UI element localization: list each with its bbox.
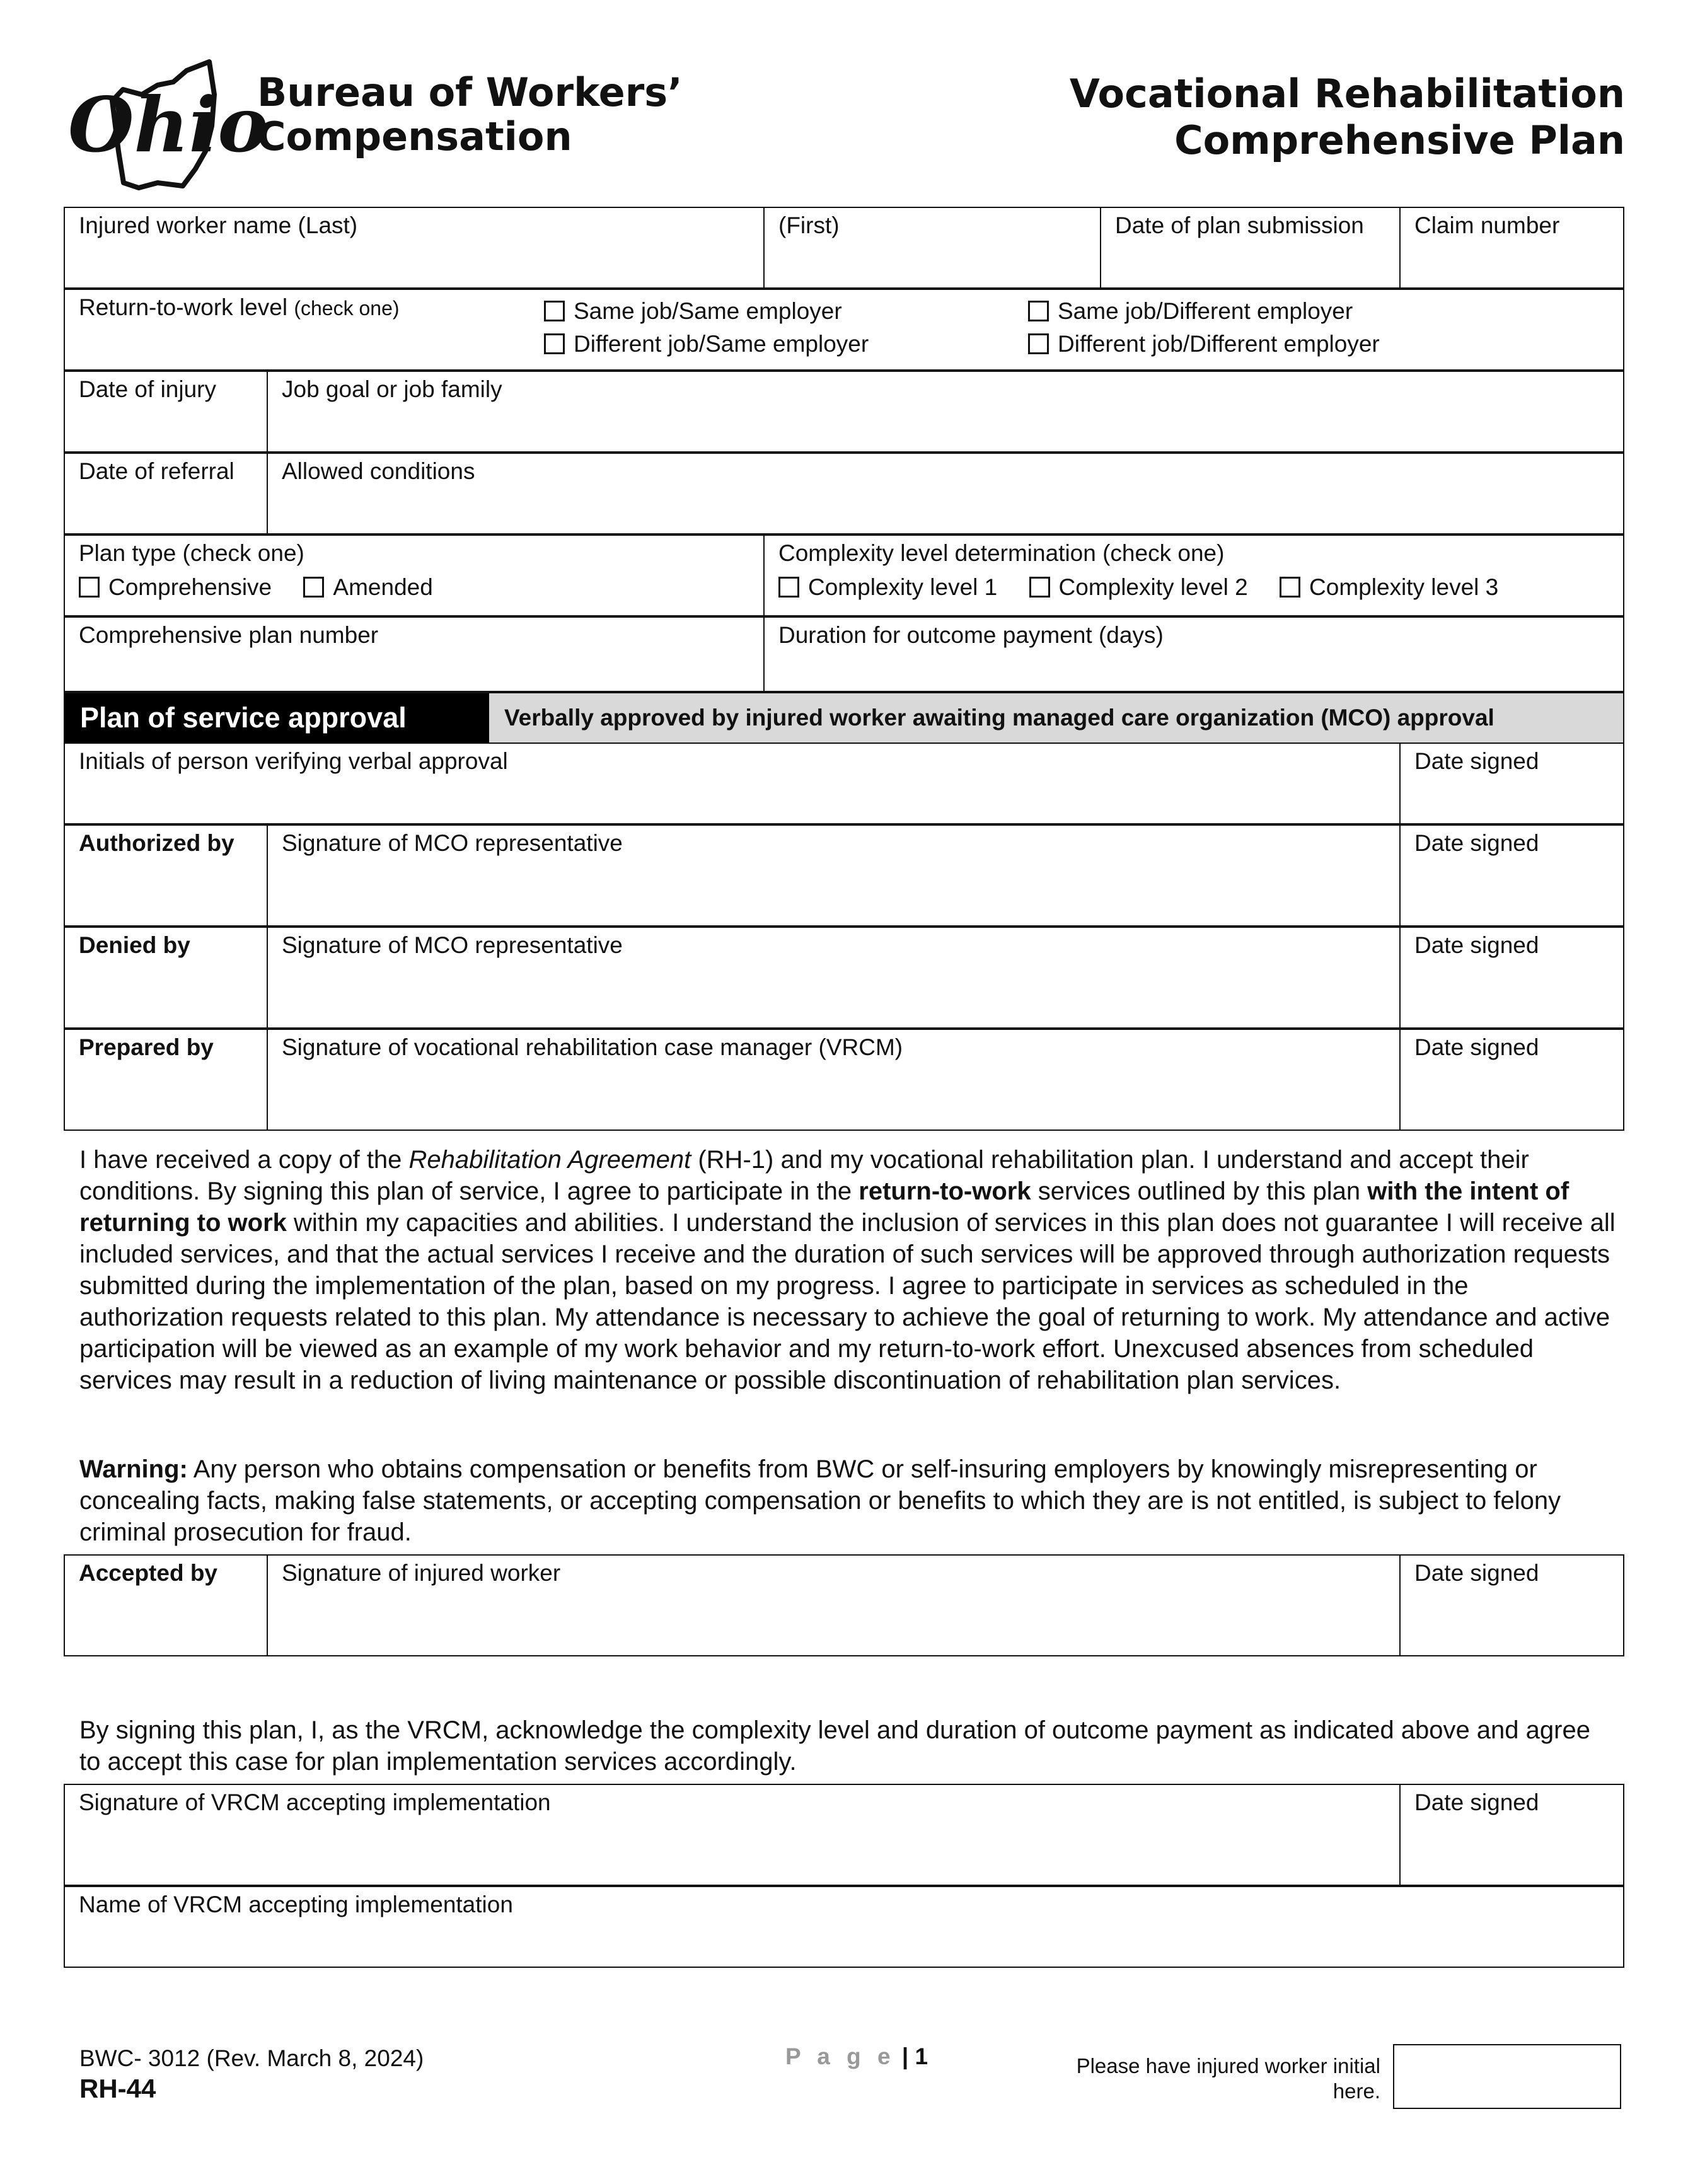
vrcm-accept-name-row bbox=[64, 1886, 1624, 1968]
checkbox-icon[interactable] bbox=[1029, 577, 1050, 598]
plan-number-row bbox=[64, 616, 1624, 692]
date-signed-field[interactable]: Date signed bbox=[1399, 1785, 1623, 1885]
date-of-referral-field[interactable]: Date of referral bbox=[79, 458, 234, 484]
authorized-by-label: Authorized by bbox=[79, 829, 234, 856]
plan-type-label: Plan type (check one) bbox=[79, 540, 304, 566]
complexity-level-2[interactable]: Complexity level 2 bbox=[1029, 574, 1248, 601]
vrcm-signature-field[interactable]: Signature of vocational rehabilitation case manager (VRCM) bbox=[267, 1030, 1399, 1130]
mco-denied-signature-field[interactable]: Signature of MCO representative bbox=[267, 928, 1399, 1027]
warning-paragraph: Warning: Any person who obtains compensation or benefits from BWC or self-insuring employers by knowingly misrepresenting or concealing facts, making false statements, or accepting compensation or benefits to which they are is not entitled, is subject to felony criminal prosecution for fraud. bbox=[79, 1455, 1561, 1546]
denied-by-row bbox=[64, 927, 1624, 1029]
checkbox-icon[interactable] bbox=[544, 301, 565, 321]
complexity-cell bbox=[763, 536, 1623, 615]
denied-by-label: Denied by bbox=[79, 932, 190, 958]
complexity-level-3[interactable]: Complexity level 3 bbox=[1280, 574, 1498, 601]
worker-last-name-field[interactable]: Injured worker name (Last) bbox=[79, 212, 358, 238]
rtw-option-same-job-different-employer[interactable]: Same job/Different employer bbox=[1028, 298, 1353, 325]
vrcm-accept-signature-row bbox=[64, 1784, 1624, 1886]
page-number: P a g e | 1 bbox=[785, 2043, 928, 2069]
checkbox-icon[interactable] bbox=[778, 577, 799, 598]
worker-first-name-field[interactable]: (First) bbox=[763, 208, 1100, 287]
date-signed-field[interactable]: Date signed bbox=[1399, 928, 1623, 1027]
date-signed-field[interactable]: Date signed bbox=[1399, 826, 1623, 925]
accepted-by-label: Accepted by bbox=[79, 1559, 218, 1586]
claim-number-field[interactable]: Claim number bbox=[1399, 208, 1623, 287]
plan-type-comprehensive[interactable]: Comprehensive bbox=[79, 574, 272, 601]
complexity-label: Complexity level determination (check one) bbox=[778, 540, 1225, 566]
plan-submission-date-field[interactable]: Date of plan submission bbox=[1100, 208, 1399, 287]
date-signed-field[interactable]: Date signed bbox=[1399, 744, 1623, 823]
rtw-level-label: Return-to-work level (check one) bbox=[79, 294, 400, 320]
agency-name: Bureau of Workers’ Compensation bbox=[257, 69, 683, 159]
checkbox-icon[interactable] bbox=[1280, 577, 1300, 598]
ohio-state-outline-icon bbox=[63, 57, 269, 192]
allowed-conditions-field[interactable]: Allowed conditions bbox=[267, 454, 1623, 533]
prepared-by-label: Prepared by bbox=[79, 1034, 214, 1060]
plan-type-cell bbox=[65, 536, 763, 615]
injured-worker-signature-field[interactable]: Signature of injured worker bbox=[267, 1556, 1399, 1655]
comprehensive-plan-number-field[interactable]: Comprehensive plan number bbox=[79, 621, 379, 648]
svg-text:Ohio: Ohio bbox=[68, 81, 269, 170]
document-title: Vocational Rehabilitation Comprehensive Plan bbox=[1069, 71, 1625, 163]
checkbox-icon[interactable] bbox=[79, 577, 100, 598]
mco-authorized-signature-field[interactable]: Signature of MCO representative bbox=[267, 826, 1399, 925]
plan-of-service-approval-header bbox=[64, 692, 1624, 744]
form-identifier: BWC- 3012 (Rev. March 8, 2024) RH-44 bbox=[79, 2045, 424, 2103]
date-of-injury-field[interactable]: Date of injury bbox=[79, 376, 216, 402]
vrcm-acknowledgement: By signing this plan, I, as the VRCM, acknowledge the complexity level and duration of outcome payment as indicated above and agree to accept this case for plan implementation services accordingly. bbox=[79, 1716, 1590, 1776]
verbal-approval-row bbox=[64, 742, 1624, 824]
vrcm-accept-signature-field[interactable]: Signature of VRCM accepting implementation bbox=[79, 1789, 551, 1815]
plan-type-row bbox=[64, 534, 1624, 616]
checkbox-icon[interactable] bbox=[544, 333, 565, 354]
date-signed-field[interactable]: Date signed bbox=[1399, 1556, 1623, 1655]
section-title: Plan of service approval bbox=[65, 693, 489, 742]
checkbox-icon[interactable] bbox=[1028, 333, 1049, 354]
rtw-option-different-job-different-employer[interactable]: Different job/Different employer bbox=[1028, 330, 1380, 358]
injury-row bbox=[64, 371, 1624, 453]
referral-row bbox=[64, 453, 1624, 534]
worker-info-row bbox=[64, 207, 1624, 289]
rtw-level-row bbox=[64, 289, 1624, 371]
rtw-option-different-job-same-employer[interactable]: Different job/Same employer bbox=[544, 330, 869, 358]
authorized-by-row bbox=[64, 824, 1624, 927]
job-goal-field[interactable]: Job goal or job family bbox=[267, 372, 1623, 451]
agreement-paragraph: I have received a copy of the Rehabilitation Agreement (RH-1) and my vocational rehabilitation plan. I understand and accept their conditions. By signing this plan of service, I agree to participate in the return-to-work services outlined by this plan with the intent of returning to work within my capacities and abilities. I understand the inclusion of services in this plan does not guarantee I will receive all included services, and that the actual services I receive and the duration of such services will be approved through authorization requests submitted during the implementation of the plan, based on my progress. I agree to participate in services as scheduled in the authorization requests related to this plan. My attendance is necessary to achieve the goal of returning to work. My attendance and active participation will be viewed as an example of my work behavior and my return-to-work effort. Unexcused absences from scheduled services may result in a reduction of living maintenance or possible discontinuation of rehabilitation plan services. bbox=[79, 1146, 1616, 1394]
complexity-level-1[interactable]: Complexity level 1 bbox=[778, 574, 997, 601]
verifier-initials-field[interactable]: Initials of person verifying verbal approval bbox=[79, 748, 508, 774]
rtw-option-same-job-same-employer[interactable]: Same job/Same employer bbox=[544, 298, 842, 325]
outcome-duration-field[interactable]: Duration for outcome payment (days) bbox=[763, 618, 1623, 691]
checkbox-icon[interactable] bbox=[303, 577, 324, 598]
plan-type-amended[interactable]: Amended bbox=[303, 574, 432, 601]
initial-instruction: Please have injured worker initial here. bbox=[1076, 2054, 1380, 2103]
prepared-by-row bbox=[64, 1029, 1624, 1131]
checkbox-icon[interactable] bbox=[1028, 301, 1049, 321]
section-note: Verbally approved by injured worker awaiting managed care organization (MCO) approval bbox=[489, 693, 1623, 742]
ohio-logo bbox=[63, 57, 269, 192]
worker-initial-box[interactable] bbox=[1393, 2044, 1621, 2109]
vrcm-accept-name-field[interactable]: Name of VRCM accepting implementation bbox=[79, 1891, 513, 1917]
accepted-by-row bbox=[64, 1554, 1624, 1656]
date-signed-field[interactable]: Date signed bbox=[1399, 1030, 1623, 1130]
